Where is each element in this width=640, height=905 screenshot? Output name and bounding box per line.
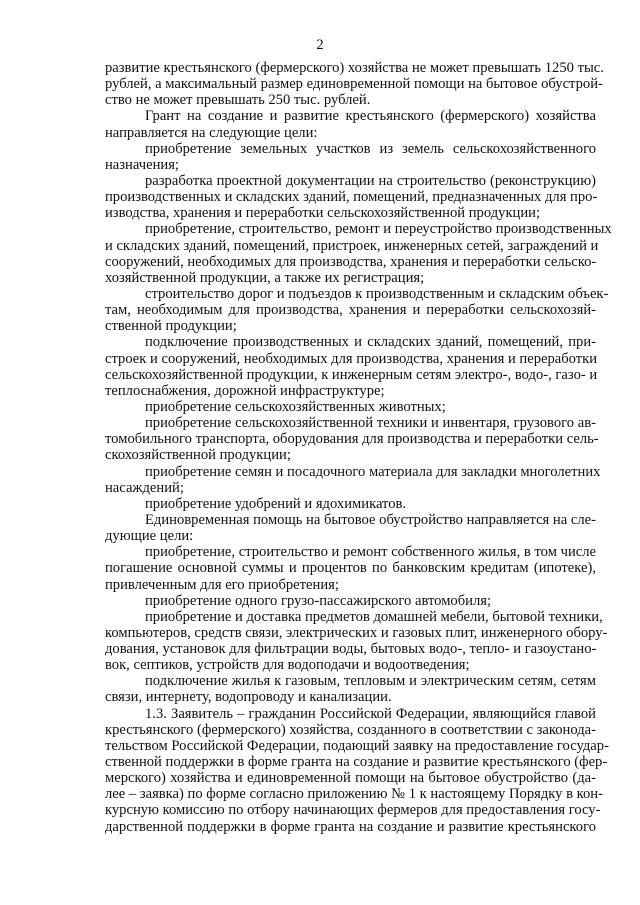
text-line: приобретение и доставка предметов домашней мебели, бытовой техники, (145, 608, 603, 625)
text-line: связи, интернету, водопроводу и канализации. (105, 689, 392, 706)
text-line: мерского) хозяйства и единовременной помощи на бытовое обустройство (да- (105, 770, 596, 787)
document-body (105, 60, 612, 835)
text-line: томобильного транспорта, оборудования для производства и переработки сель- (105, 431, 599, 448)
text-line: приобретение удобрений и ядохимикатов. (145, 495, 407, 512)
text-line: дующие цели: (105, 528, 194, 545)
text-line: строек и сооружений, необходимых для производства, хранения и переработки (105, 350, 598, 367)
text-line: направляется на следующие цели: (105, 124, 318, 141)
text-line: изводства, хранения и переработки сельскохозяйственной продукции; (105, 205, 541, 222)
text-line: ство не может превышать 250 тыс. рублей. (105, 92, 371, 109)
page-number: 2 (316, 37, 324, 53)
text-line: насаждений; (105, 479, 184, 496)
text-line: там, необходимым для производства, хранения и переработки сельскохозяй- (105, 302, 596, 319)
text-line: дования, установок для фильтрации воды, бытовых водо-, тепло- и газоустано- (105, 641, 597, 658)
text-line: производственных и складских зданий, помещений, предназначенных для про- (105, 189, 598, 206)
text-line: Единовременная помощь на бытовое обустройство направляется на сле- (145, 511, 596, 528)
text-line: вок, септиков, устройств для водоподачи и водоотведения; (105, 657, 470, 674)
text-line: компьютеров, средств связи, электрических и газовых плит, инженерного обору- (105, 624, 608, 641)
text-line: Грант на создание и развитие крестьянского (фермерского) хозяйства (145, 108, 596, 125)
text-line: подключение жилья к газовым, тепловым и электрическим сетям, сетям (145, 673, 596, 690)
text-line: приобретение сельскохозяйственных животных; (145, 398, 446, 415)
text-line: дарственной поддержки в форме гранта на создание и развитие крестьянского (105, 818, 596, 835)
text-line: приобретение одного грузо-пассажирского автомобиля; (145, 592, 492, 609)
text-line: хозяйственной продукции, а также их регистрация; (105, 269, 425, 286)
text-line: и складских зданий, помещений, пристроек, инженерных сетей, заграждений и (105, 237, 599, 254)
text-line: тельством Российской Федерации, подающий заявку на предоставление государ- (105, 737, 609, 754)
text-line: сооружений, необходимых для производства, хранения и переработки сельско- (105, 253, 597, 270)
text-line: крестьянского (фермерского) хозяйства, созданного в соответствии с законода- (105, 721, 596, 738)
text-line: сельскохозяйственной продукции, к инженерным сетям электро-, водо-, газо- и (105, 366, 598, 383)
text-line: 1.3. Заявитель – гражданин Российской Федерации, являющийся главой (145, 705, 596, 722)
text-line: приобретение, строительство, ремонт и переустройство производственных (145, 221, 612, 238)
text-line: привлеченным для его приобретения; (105, 576, 339, 593)
text-line: ственной продукции; (105, 318, 237, 335)
text-line: погашение основной суммы и процентов по банковским кредитам (ипотеке), (105, 560, 596, 577)
text-line: строительство дорог и подъездов к производственным и складским объек- (145, 285, 609, 302)
text-line: назначения; (105, 156, 179, 173)
text-line: приобретение сельскохозяйственной техники и инвентаря, грузового ав- (145, 415, 596, 432)
text-line: теплоснабжения, дорожной инфраструктуре; (105, 382, 385, 399)
text-line: приобретение семян и посадочного материала для закладки многолетних (145, 463, 601, 480)
text-line: рублей, а максимальный размер единовременной помощи на бытовое обустрой- (105, 76, 603, 93)
text-line: приобретение земельных участков из земель сельскохозяйственного (145, 140, 596, 157)
text-line: лее – заявка) по форме согласно приложению № 1 к настоящему Порядку в кон- (105, 786, 603, 803)
text-line: скохозяйственной продукции; (105, 447, 291, 464)
text-line: развитие крестьянского (фермерского) хозяйства не может превышать 1250 тыс. (105, 60, 604, 76)
text-line: курсную комиссию по отбору начинающих фермеров для предоставления госу- (105, 802, 601, 819)
text-line: ственной поддержки в форме гранта на создание и развитие крестьянского (фер- (105, 754, 608, 771)
text-line: приобретение, строительство и ремонт собственного жилья, в том числе (145, 544, 596, 561)
text-line: подключение производственных и складских зданий, помещений, при- (145, 334, 596, 351)
text-line: разработка проектной документации на строительство (реконструкцию) (145, 172, 596, 189)
